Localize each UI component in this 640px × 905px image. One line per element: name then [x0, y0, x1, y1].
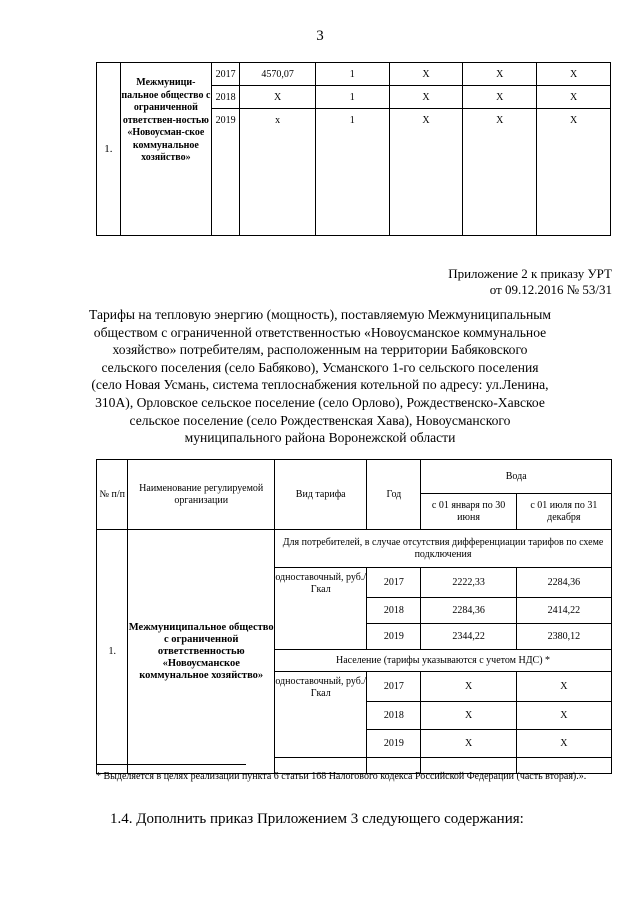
appendix-reference — [448, 266, 612, 298]
value-cell: X — [516, 672, 611, 702]
header-period-2: с 01 июля по 31 декабря — [516, 494, 611, 530]
organization-name: Межмуници-пальное общество с ограниченной ответствен-ностью «Новоусман-ское коммунальное хозяйство» — [120, 63, 211, 236]
value-cell: 1 — [315, 86, 389, 109]
value-cell: X — [463, 109, 537, 236]
tariff-type: одноставочный, руб./Гкал — [275, 672, 367, 758]
value-cell: X — [421, 702, 516, 730]
value-cell: 4570,07 — [240, 63, 316, 86]
section-heading: Для потребителей, в случае отсутствия дифференциации тарифов по схеме подключения — [275, 530, 612, 568]
value-cell: X — [516, 702, 611, 730]
year-cell: 2019 — [367, 624, 421, 650]
header-year: Год — [367, 460, 421, 530]
tariff-type: одноставочный, руб./Гкал — [275, 568, 367, 650]
organization-name: Межмуниципальное общество с ограниченной ответственностью «Новоусманское коммунальное хозяйство» — [128, 530, 275, 774]
header-num: № п/п — [97, 460, 128, 530]
header-row — [97, 460, 612, 494]
value-cell: X — [421, 730, 516, 758]
tariff-table — [96, 459, 612, 774]
value-cell: X — [516, 730, 611, 758]
section-row — [97, 530, 612, 568]
appendix-line: Приложение 2 к приказу УРТ — [448, 266, 612, 281]
year-cell: 2019 — [211, 109, 239, 236]
table-row — [97, 63, 611, 86]
header-water: Вода — [421, 460, 612, 494]
value-cell: 2284,36 — [516, 568, 611, 598]
value-cell: X — [389, 109, 463, 236]
year-cell: 2017 — [367, 568, 421, 598]
year-cell: 2017 — [367, 672, 421, 702]
value-cell: X — [389, 63, 463, 86]
value-cell: 2222,33 — [421, 568, 516, 598]
value-cell: 1 — [315, 109, 389, 236]
header-tariff-type: Вид тарифа — [275, 460, 367, 530]
page-number: 3 — [316, 28, 324, 44]
year-cell: 2018 — [367, 702, 421, 730]
value-cell: X — [537, 86, 611, 109]
value-cell: 2380,12 — [516, 624, 611, 650]
value-cell: 2284,36 — [421, 598, 516, 624]
value-cell: X — [537, 109, 611, 236]
appendix-date-line: от 09.12.2016 № 53/31 — [489, 282, 612, 297]
value-cell: X — [537, 63, 611, 86]
year-cell: 2019 — [367, 730, 421, 758]
year-cell: 2018 — [211, 86, 239, 109]
header-org: Наименование регулируемой организации — [128, 460, 275, 530]
year-cell: 2018 — [367, 598, 421, 624]
row-number: 1. — [97, 530, 128, 774]
value-cell: 2344,22 — [421, 624, 516, 650]
value-cell: X — [463, 63, 537, 86]
value-cell: 1 — [315, 63, 389, 86]
year-cell: 2017 — [211, 63, 239, 86]
value-cell: x — [240, 109, 316, 236]
section-heading: Население (тарифы указываются с учетом НДС) * — [275, 650, 612, 672]
value-cell: 2414,22 — [516, 598, 611, 624]
value-cell: X — [421, 672, 516, 702]
value-cell: X — [389, 86, 463, 109]
tariff-table-continuation — [96, 62, 611, 236]
row-number: 1. — [97, 63, 121, 236]
footnote-divider — [96, 764, 246, 765]
paragraph: 1.4. Дополнить приказ Приложением 3 следующего содержания: — [110, 811, 524, 827]
value-cell: X — [463, 86, 537, 109]
document-title: Тарифы на тепловую энергию (мощность), поставляемую Межмуниципальным обществом с ограниченной ответственностью «Новоусманское коммунальное хозяйство» потребителям, расположенным на территории Бабяковского сельского поселения (село Бабяково), Усманского 1-го сельского поселения (село Новая Усмань, система теплоснабжения котельной по адресу: ул.Ленина, 310А), Орловское сельское поселение (село Орлово), Рождественско-Хавское сельское поселение (село Рождественская Хава), Новоусманского муниципального района Воронежской области — [89, 307, 551, 446]
value-cell: X — [240, 86, 316, 109]
header-period-1: с 01 января по 30 июня — [421, 494, 516, 530]
footnote: * Выделяется в целях реализации пункта 6 статьи 168 Налогового кодекса Российской Федерации (часть вторая).». — [96, 771, 587, 782]
